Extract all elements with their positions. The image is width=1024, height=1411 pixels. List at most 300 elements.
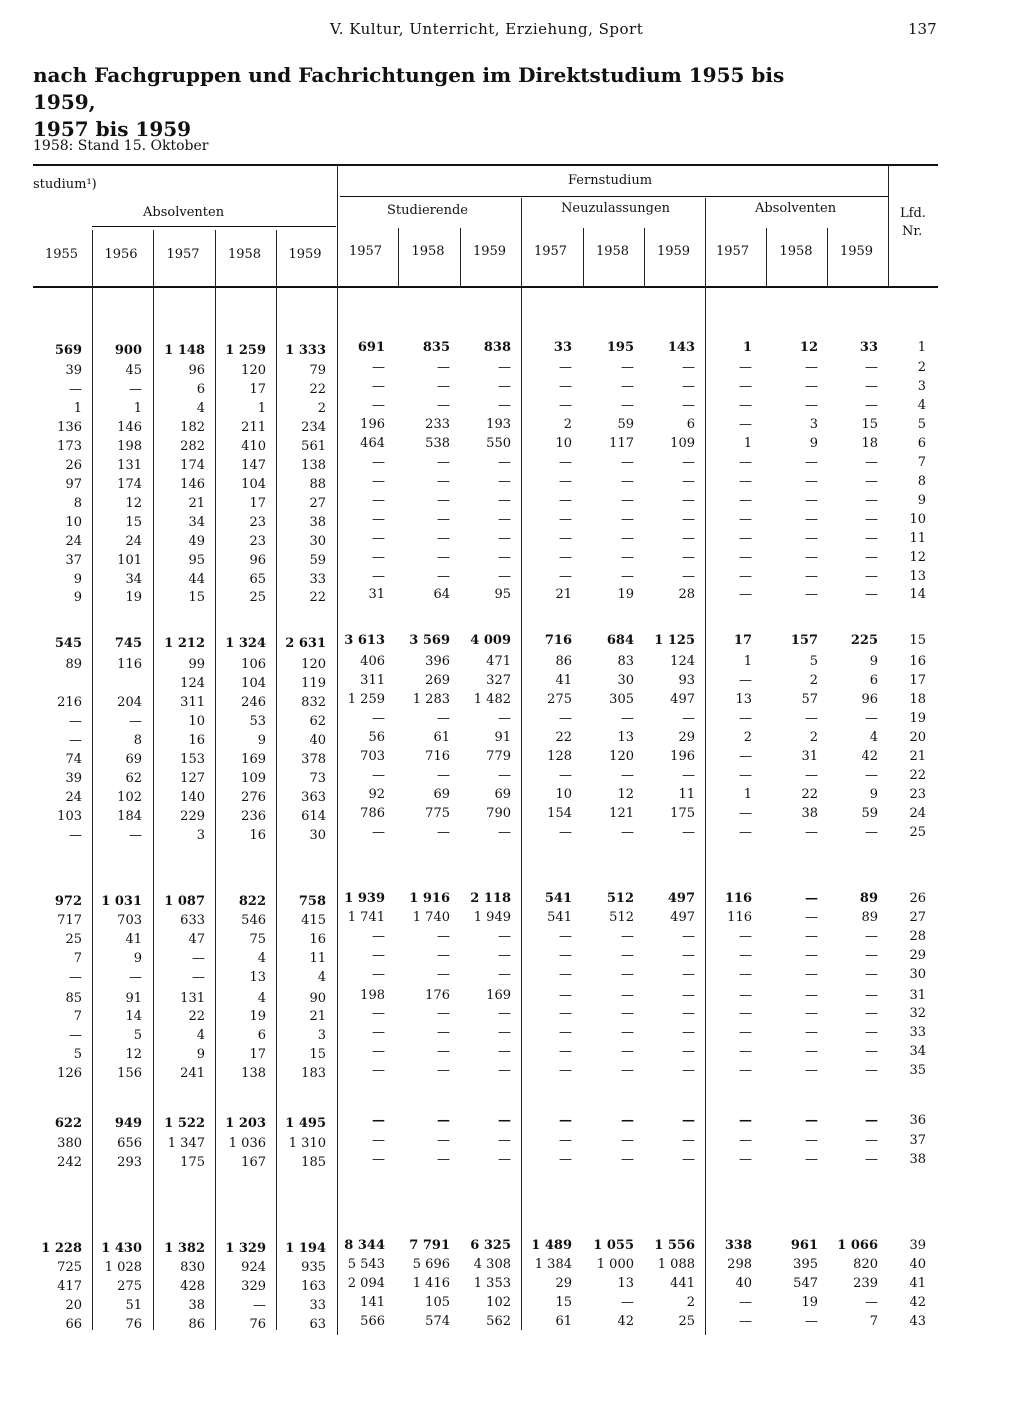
- table-cell: 6: [257, 1028, 266, 1043]
- table-cell: 30: [309, 828, 326, 843]
- table-cell: 2: [743, 730, 752, 745]
- table-cell: —: [498, 512, 511, 527]
- table-cell: —: [372, 360, 385, 375]
- table-cell: —: [372, 493, 385, 508]
- table-cell: —: [682, 455, 695, 470]
- table-cell: 19: [801, 1295, 818, 1310]
- table-cell: 156: [117, 1066, 142, 1081]
- table-cell: 9: [809, 436, 818, 451]
- table-cell: 3 613: [344, 633, 385, 648]
- table-cell: 561: [301, 439, 326, 454]
- table-cell: 275: [547, 692, 572, 707]
- table-cell: 428: [180, 1279, 205, 1294]
- table-cell: —: [739, 673, 752, 688]
- table-cell: 547: [793, 1276, 818, 1291]
- table-cell: 1 382: [164, 1241, 205, 1256]
- table-cell: —: [498, 948, 511, 963]
- table-cell: 1 522: [164, 1116, 205, 1131]
- table-cell: 23: [249, 515, 266, 530]
- table-cell: 146: [180, 477, 205, 492]
- table-cell: —: [865, 1006, 878, 1021]
- table-cell: 13: [249, 970, 266, 985]
- table-cell: —: [805, 967, 818, 982]
- table-cell: —: [682, 1044, 695, 1059]
- table-cell: —: [865, 967, 878, 982]
- table-cell: —: [498, 1113, 511, 1128]
- table-cell: 15: [309, 1047, 326, 1062]
- table-cell: —: [805, 988, 818, 1003]
- table-cell: 109: [670, 436, 695, 451]
- table-cell: 69: [125, 752, 142, 767]
- table-cell: —: [805, 1006, 818, 1021]
- table-cell: 562: [486, 1314, 511, 1329]
- table-row: [0, 569, 1024, 587]
- table-cell: —: [69, 733, 82, 748]
- table-cell: —: [372, 1025, 385, 1040]
- table-cell: 822: [238, 894, 266, 909]
- table-cell: 96: [861, 692, 878, 707]
- table-cell: —: [739, 768, 752, 783]
- table-cell: 3 569: [409, 633, 450, 648]
- table-cell: —: [559, 711, 572, 726]
- table-cell: —: [437, 379, 450, 394]
- table-cell: 120: [609, 749, 634, 764]
- table-cell: 1: [133, 401, 142, 416]
- table-row: [0, 1044, 1024, 1062]
- column-divider: [153, 230, 154, 286]
- table-cell: —: [621, 1295, 634, 1310]
- table-cell: —: [621, 1152, 634, 1167]
- table-cell: —: [498, 711, 511, 726]
- table-cell: 16: [188, 733, 205, 748]
- table-cell: 167: [241, 1155, 266, 1170]
- row-number: 31: [909, 988, 926, 1003]
- table-cell: 1 430: [101, 1241, 142, 1256]
- table-cell: 363: [301, 790, 326, 805]
- table-cell: 1: [73, 401, 82, 416]
- table-cell: —: [437, 512, 450, 527]
- table-cell: 725: [57, 1260, 82, 1275]
- table-row: [0, 633, 1024, 651]
- table-cell: 464: [360, 436, 385, 451]
- table-row: [0, 493, 1024, 511]
- table-cell: —: [805, 1025, 818, 1040]
- table-cell: 234: [301, 420, 326, 435]
- row-number: 7: [917, 455, 926, 470]
- table-cell: 12: [125, 496, 142, 511]
- table-cell: 153: [180, 752, 205, 767]
- table-row: [0, 806, 1024, 824]
- table-cell: —: [192, 970, 205, 985]
- table-cell: 327: [486, 673, 511, 688]
- table-cell: 183: [301, 1066, 326, 1081]
- table-row: [0, 587, 1024, 605]
- row-number: 5: [917, 417, 926, 432]
- table-row: [0, 360, 1024, 378]
- table-cell: 23: [249, 534, 266, 549]
- table-cell: —: [739, 929, 752, 944]
- table-row: [0, 474, 1024, 492]
- table-cell: 229: [180, 809, 205, 824]
- table-cell: 1 259: [225, 343, 266, 358]
- row-number: 14: [909, 587, 926, 602]
- table-cell: —: [69, 828, 82, 843]
- table-cell: 3: [809, 417, 818, 432]
- table-cell: 7: [869, 1314, 878, 1329]
- table-cell: —: [805, 1133, 818, 1148]
- absolventen-direkt-underline: [92, 226, 336, 227]
- table-cell: 21: [309, 1009, 326, 1024]
- table-cell: —: [739, 1314, 752, 1329]
- table-cell: 15: [861, 417, 878, 432]
- table-cell: 120: [241, 363, 266, 378]
- table-cell: 14: [125, 1009, 142, 1024]
- table-cell: —: [865, 711, 878, 726]
- table-cell: —: [865, 1152, 878, 1167]
- year-header: 1957: [166, 247, 200, 262]
- row-number: 16: [909, 654, 926, 669]
- table-cell: —: [682, 711, 695, 726]
- table-cell: 103: [57, 809, 82, 824]
- table-cell: —: [498, 493, 511, 508]
- table-cell: —: [865, 455, 878, 470]
- row-number: 39: [909, 1238, 926, 1253]
- table-cell: 2 631: [285, 636, 326, 651]
- table-cell: —: [682, 967, 695, 982]
- table-cell: 242: [57, 1155, 82, 1170]
- table-row: [0, 730, 1024, 748]
- table-cell: 22: [309, 382, 326, 397]
- table-cell: —: [437, 398, 450, 413]
- year-header: 1957: [715, 244, 750, 259]
- table-cell: 1 416: [412, 1276, 450, 1291]
- row-number: 42: [909, 1295, 926, 1310]
- table-cell: —: [739, 398, 752, 413]
- table-cell: —: [437, 1152, 450, 1167]
- table-cell: —: [621, 967, 634, 982]
- table-cell: 120: [301, 657, 326, 672]
- table-cell: 622: [54, 1116, 82, 1131]
- table-cell: —: [498, 1025, 511, 1040]
- table-cell: —: [865, 398, 878, 413]
- table-cell: 56: [368, 730, 385, 745]
- table-cell: —: [682, 825, 695, 840]
- table-cell: 1 333: [285, 343, 326, 358]
- table-cell: 1 031: [101, 894, 142, 909]
- table-cell: —: [739, 1063, 752, 1078]
- table-cell: —: [805, 1314, 818, 1329]
- row-number: 8: [917, 474, 926, 489]
- table-cell: —: [621, 569, 634, 584]
- table-cell: 173: [57, 439, 82, 454]
- table-cell: —: [498, 1006, 511, 1021]
- table-cell: 66: [65, 1317, 82, 1332]
- row-number: 4: [917, 398, 926, 413]
- absolventen-fern-label: Absolventen: [755, 201, 837, 216]
- page-number: 137: [908, 20, 937, 38]
- table-cell: —: [437, 967, 450, 982]
- table-cell: 4: [196, 401, 205, 416]
- table-cell: —: [559, 1113, 572, 1128]
- table-cell: 61: [433, 730, 450, 745]
- table-cell: 9: [133, 951, 142, 966]
- table-cell: —: [559, 1006, 572, 1021]
- row-number: 2: [917, 360, 926, 375]
- table-cell: 4: [257, 951, 266, 966]
- table-cell: —: [739, 1044, 752, 1059]
- table-cell: 512: [606, 891, 634, 906]
- table-cell: 31: [801, 749, 818, 764]
- table-cell: —: [865, 948, 878, 963]
- table-cell: 1: [742, 340, 752, 355]
- table-cell: —: [739, 474, 752, 489]
- table-cell: —: [372, 1133, 385, 1148]
- table-cell: —: [805, 891, 818, 906]
- table-cell: 109: [241, 771, 266, 786]
- table-cell: 40: [735, 1276, 752, 1291]
- table-cell: —: [498, 1152, 511, 1167]
- table-cell: 104: [241, 676, 266, 691]
- table-cell: —: [437, 474, 450, 489]
- table-cell: 717: [57, 913, 82, 928]
- table-cell: —: [69, 1028, 82, 1043]
- table-cell: —: [739, 1025, 752, 1040]
- table-cell: 779: [486, 749, 511, 764]
- table-cell: —: [682, 493, 695, 508]
- table-cell: 7 791: [409, 1238, 450, 1253]
- table-cell: —: [129, 828, 142, 843]
- table-cell: —: [805, 1113, 818, 1128]
- table-cell: 25: [65, 932, 82, 947]
- table-cell: 174: [117, 477, 142, 492]
- table-cell: 51: [125, 1298, 142, 1313]
- table-cell: 20: [65, 1298, 82, 1313]
- table-cell: 96: [188, 363, 205, 378]
- table-cell: —: [682, 379, 695, 394]
- table-cell: —: [739, 1006, 752, 1021]
- table-cell: 124: [670, 654, 695, 669]
- table-cell: 1 259: [347, 692, 385, 707]
- table-row: [0, 1257, 1024, 1275]
- table-cell: 62: [125, 771, 142, 786]
- table-cell: —: [865, 1044, 878, 1059]
- table-cell: 1 203: [225, 1116, 266, 1131]
- table-cell: —: [559, 1152, 572, 1167]
- table-cell: 140: [180, 790, 205, 805]
- table-cell: —: [498, 569, 511, 584]
- table-cell: 1 036: [228, 1136, 266, 1151]
- table-cell: 38: [309, 515, 326, 530]
- row-number: 3: [917, 379, 926, 394]
- table-cell: 2: [563, 417, 572, 432]
- row-number: 41: [909, 1276, 926, 1291]
- row-number: 35: [909, 1063, 926, 1078]
- table-row: [0, 512, 1024, 530]
- table-cell: —: [805, 910, 818, 925]
- table-cell: 11: [678, 787, 695, 802]
- table-cell: —: [739, 455, 752, 470]
- table-cell: —: [739, 825, 752, 840]
- table-cell: 10: [555, 436, 572, 451]
- table-cell: —: [739, 379, 752, 394]
- table-row: [0, 673, 1024, 691]
- table-cell: —: [372, 825, 385, 840]
- table-cell: —: [559, 398, 572, 413]
- page-title: [33, 62, 833, 143]
- table-cell: —: [498, 967, 511, 982]
- table-cell: —: [805, 531, 818, 546]
- table-cell: —: [621, 1133, 634, 1148]
- table-cell: 1 741: [347, 910, 385, 925]
- table-cell: —: [865, 988, 878, 1003]
- table-cell: 338: [724, 1238, 752, 1253]
- table-cell: 157: [790, 633, 818, 648]
- table-cell: 34: [188, 515, 205, 530]
- table-cell: 246: [241, 695, 266, 710]
- table-cell: 395: [793, 1257, 818, 1272]
- table-cell: 17: [249, 496, 266, 511]
- table-cell: 29: [678, 730, 695, 745]
- table-cell: —: [437, 550, 450, 565]
- table-cell: 1 916: [409, 891, 450, 906]
- table-cell: 39: [65, 363, 82, 378]
- table-cell: 38: [801, 806, 818, 821]
- table-cell: 169: [241, 752, 266, 767]
- table-cell: —: [498, 550, 511, 565]
- table-cell: 146: [117, 420, 142, 435]
- table-cell: 195: [606, 340, 634, 355]
- table-cell: 1: [257, 401, 266, 416]
- table-cell: 83: [617, 654, 634, 669]
- lfd-label: Lfd.: [900, 206, 926, 221]
- table-cell: —: [621, 531, 634, 546]
- table-cell: 1 353: [473, 1276, 511, 1291]
- table-cell: 138: [241, 1066, 266, 1081]
- table-cell: —: [372, 929, 385, 944]
- table-cell: —: [621, 929, 634, 944]
- column-divider: [583, 228, 584, 286]
- table-cell: —: [682, 1113, 695, 1128]
- table-cell: —: [621, 1025, 634, 1040]
- table-cell: 1 000: [596, 1257, 634, 1272]
- column-divider: [827, 228, 828, 286]
- table-cell: —: [437, 569, 450, 584]
- table-cell: —: [559, 379, 572, 394]
- row-number: 11: [909, 531, 926, 546]
- table-cell: —: [437, 493, 450, 508]
- table-cell: 91: [125, 991, 142, 1006]
- table-cell: —: [739, 1295, 752, 1310]
- table-cell: 193: [486, 417, 511, 432]
- table-cell: 31: [368, 587, 385, 602]
- table-cell: —: [437, 1044, 450, 1059]
- year-header: 1958: [227, 247, 262, 262]
- table-cell: —: [559, 455, 572, 470]
- table-cell: —: [739, 988, 752, 1003]
- table-cell: 57: [801, 692, 818, 707]
- table-cell: 16: [249, 828, 266, 843]
- table-cell: 378: [301, 752, 326, 767]
- table-row: [0, 531, 1024, 549]
- table-cell: 28: [678, 587, 695, 602]
- table-cell: —: [682, 360, 695, 375]
- table-cell: 33: [309, 1298, 326, 1313]
- table-cell: 64: [433, 587, 450, 602]
- table-cell: —: [621, 1063, 634, 1078]
- table-cell: 1 495: [285, 1116, 326, 1131]
- column-divider: [766, 228, 767, 286]
- year-header: 1959: [472, 244, 507, 259]
- row-number: 28: [909, 929, 926, 944]
- table-cell: 311: [360, 673, 385, 688]
- table-cell: —: [805, 493, 818, 508]
- table-cell: —: [498, 1133, 511, 1148]
- table-cell: —: [865, 569, 878, 584]
- table-cell: 1 228: [41, 1241, 82, 1256]
- table-cell: —: [437, 711, 450, 726]
- table-row: [0, 891, 1024, 909]
- table-cell: 293: [117, 1155, 142, 1170]
- table-cell: —: [682, 1063, 695, 1078]
- subtitle: 1958: Stand 15. Oktober: [33, 138, 209, 154]
- table-cell: 116: [117, 657, 142, 672]
- table-row: [0, 768, 1024, 786]
- table-cell: —: [437, 768, 450, 783]
- table-cell: —: [437, 929, 450, 944]
- table-cell: —: [682, 531, 695, 546]
- table-cell: —: [682, 1006, 695, 1021]
- table-cell: —: [621, 988, 634, 1003]
- table-cell: 131: [117, 458, 142, 473]
- table-cell: 4: [869, 730, 878, 745]
- row-number: 18: [909, 692, 926, 707]
- table-row: [0, 1006, 1024, 1024]
- year-header: 1959: [288, 247, 322, 262]
- table-cell: 6: [686, 417, 695, 432]
- table-cell: 45: [125, 363, 142, 378]
- row-number: 36: [909, 1113, 926, 1128]
- table-cell: 30: [309, 534, 326, 549]
- table-cell: 541: [544, 891, 572, 906]
- table-cell: 18: [861, 436, 878, 451]
- table-cell: —: [498, 474, 511, 489]
- table-cell: 85: [65, 991, 82, 1006]
- table-cell: 76: [125, 1317, 142, 1332]
- table-cell: —: [498, 398, 511, 413]
- table-cell: —: [739, 493, 752, 508]
- table-cell: 25: [249, 590, 266, 605]
- table-row: [0, 929, 1024, 947]
- table-row: [0, 455, 1024, 473]
- row-number: 9: [917, 493, 926, 508]
- table-cell: 12: [799, 340, 818, 355]
- table-cell: —: [682, 398, 695, 413]
- table-cell: 9: [257, 733, 266, 748]
- table-cell: —: [805, 455, 818, 470]
- table-cell: 79: [309, 363, 326, 378]
- table-cell: 703: [360, 749, 385, 764]
- table-cell: —: [498, 360, 511, 375]
- fernstudium-underline: [340, 196, 888, 197]
- table-cell: —: [865, 493, 878, 508]
- table-cell: —: [805, 1063, 818, 1078]
- table-cell: 656: [117, 1136, 142, 1151]
- table-row: [0, 787, 1024, 805]
- table-cell: —: [805, 825, 818, 840]
- table-cell: 1 556: [654, 1238, 695, 1253]
- table-cell: 21: [188, 496, 205, 511]
- table-cell: 154: [547, 806, 572, 821]
